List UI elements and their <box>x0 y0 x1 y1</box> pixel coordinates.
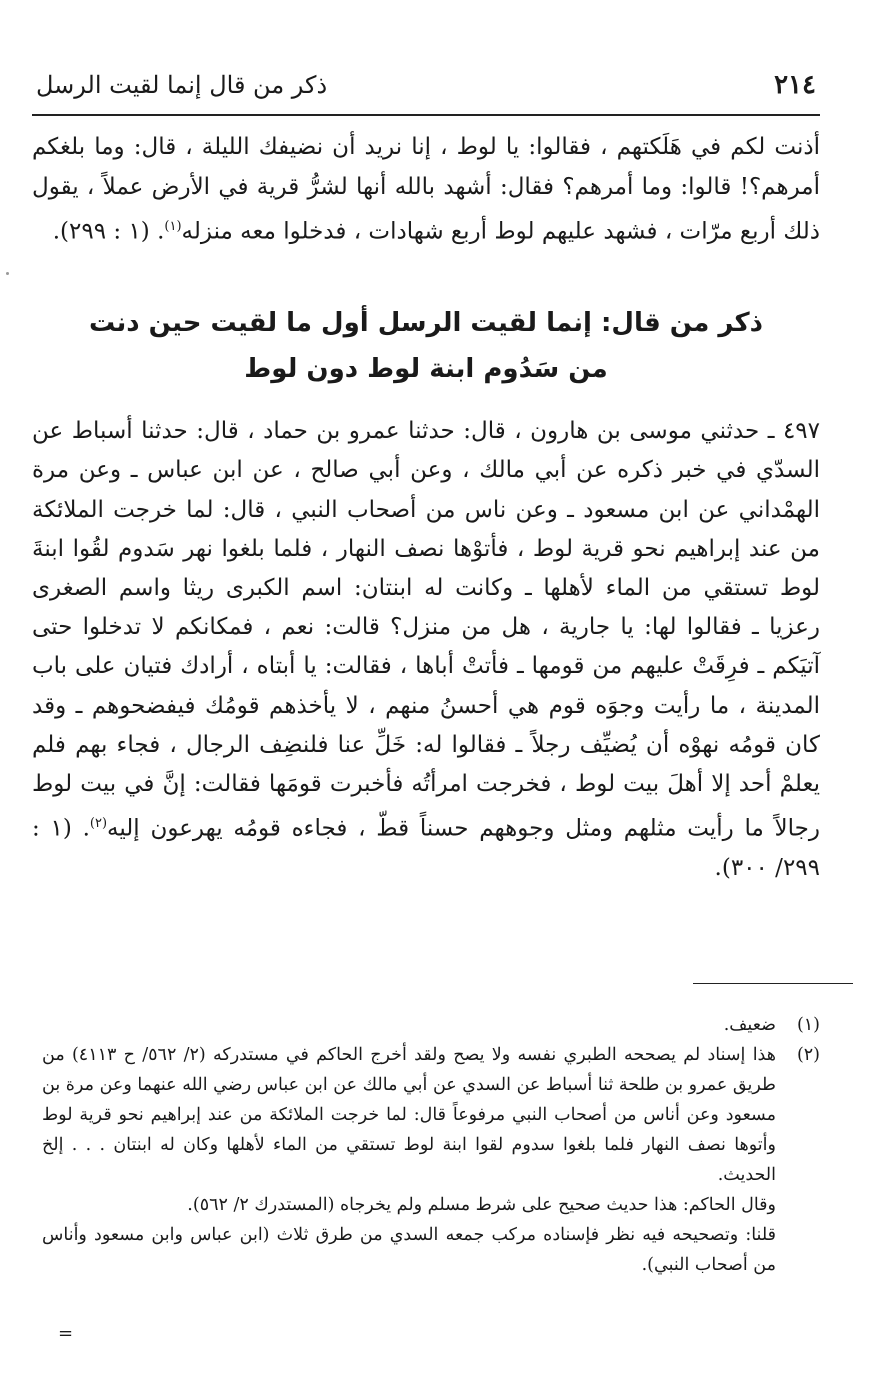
footnote-marker: (١) <box>164 219 182 234</box>
narration-497 <box>32 412 820 888</box>
footnote-separator <box>693 983 853 984</box>
top-paragraph <box>32 128 820 252</box>
footnote-2-hakim: وقال الحاكم: هذا حديث صحيح على شرط مسلم ولم يخرجاه (المستدرك ٢/ ٥٦٢). <box>187 1195 776 1215</box>
running-header <box>32 70 820 116</box>
footnote-number: (١) <box>796 1015 820 1035</box>
footnote-2-comment: قلنا: وتصحيحه فيه نظر فإسناده مركب جمعه السدي من طرق ثلاث (ابن عباس وابن مسعود وأناس من أصحاب النبي). <box>42 1225 776 1275</box>
continuation-mark: = <box>58 1323 74 1344</box>
narration-text: ٤٩٧ ـ حدثني موسى بن هارون ، قال: حدثنا عمرو بن حماد ، قال: حدثنا أسباط عن السدّي في خبر ذكره عن أبي مالك ، وعن أبي صالح ، عن ابن عباس ـ وعن مرة الهمْداني عن ابن مسعود ـ وعن ناس من أصحاب النبي ، قال: لما خرجت الملائكة من عند إبراهيم نحو قرية لوط ، فأتوْها نصف النهار ، فلما بلغوا نهر سَدوم لقُوا ابنةَ لوط تستقي من الماء لأهلها ـ وكانت له ابنتان: اسم الكبرى ريثا واسم الصغرى رعزيا ـ فقالوا لها: يا جارية ، هل من منزل؟ قالت: نعم ، فمكانكم لا تدخلوا حتى آتيَكم ـ فرِقَتْ عليهم من قومها ـ فأتتْ أباها ، فقالت: يا أبتاه ، أرادك فتيان على باب المدينة ، ما رأيت وجوَه قوم هي أحسنُ منهم ، لا يأخذهم قومُك فيفضحوهم ـ وقد كان قومُه نهوْه أن يُضيِّف رجلاً ـ فقالوا له: خَلِّ عنا فلنضِف الرجال ، فجاء بهم فلم يعلمْ أحد إلا أهلَ بيت لوط ، فخرجت امرأتُه فأخبرت قومَها فقالت: إنَّ في بيت لوط رجالاً ما رأيت مثلهم ومثل وجوههم حسناً قطّ ، فجاءه قومُه يهرعون إليه <box>32 418 821 842</box>
section-heading <box>32 300 820 392</box>
footnote-number: (٢) <box>796 1045 820 1065</box>
narration-citation: . (١ : ٢٩٩/ ٣٠٠). <box>32 815 820 882</box>
footnote-text: ضعيف. <box>723 1015 776 1035</box>
footnote-1 <box>42 1010 820 1040</box>
footnotes <box>42 1010 820 1280</box>
top-paragraph-text: أذنت لكم في هَلَكتهم ، فقالوا: يا لوط ، إنا نريد أن نضيفك الليلة ، قال: وما بلغكم أمرهم؟! قالوا: وما أمرهم؟ فقال: أشهد بالله أنها لشرُّ قرية في الأرض عملاً ، يقول ذلك أربع مرّات ، فشهد عليهم لوط أربع شهادات ، فدخلوا معه منزله <box>32 134 820 245</box>
page <box>32 70 820 888</box>
margin-speck <box>6 272 9 275</box>
footnote-2 <box>42 1040 820 1190</box>
heading-line-2: من سَدُوم ابنة لوط دون لوط <box>244 354 608 385</box>
running-title: ذكر من قال إنما لقيت الرسل <box>36 71 328 99</box>
page-number: ٢١٤ <box>774 70 816 100</box>
heading-line-1: ذكر من قال: إنما لقيت الرسل أول ما لقيت حين دنت <box>89 308 763 339</box>
footnote-marker: (٢) <box>89 816 108 832</box>
footnote-text: هذا إسناد لم يصححه الطبري نفسه ولا يصح ولقد أخرج الحاكم في مستدركه (٢/ ٥٦٢/ ح ٤١١٣) من طريق عمرو بن طلحة ثنا أسباط عن السدي عن أبي مالك عن ابن عباس رضي الله عنهما وعن مرة بن مسعود وعن أناس من أصحاب النبي مرفوعاً قال: لما خرجت الملائكة من عند إبراهيم نحو قرية لوط وأتوها نصف النهار فلما بلغوا سدوم لقوا ابنة لوط تستقي من الماء لأهلها وكان له ابنتان . . . إلخ الحديث. <box>42 1045 776 1185</box>
top-paragraph-citation: . (١ : ٢٩٩). <box>52 218 165 245</box>
